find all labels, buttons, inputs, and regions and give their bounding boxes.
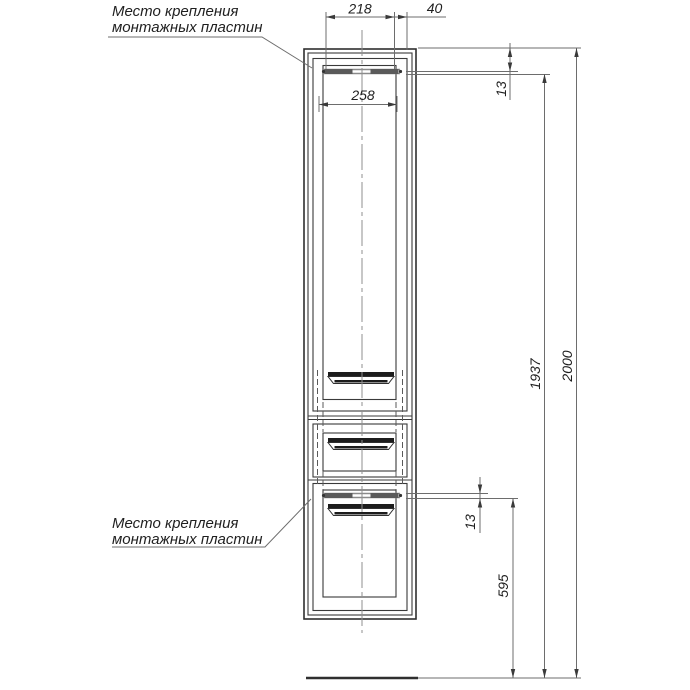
dim-label-2000: 2000 [559, 350, 575, 382]
hidden-lines [318, 370, 403, 490]
handle-top-bar [328, 504, 394, 509]
arrow-218-right [386, 15, 395, 19]
note-bottom-line2: монтажных пластин [112, 531, 263, 548]
arrow-595-up [511, 499, 515, 508]
arrow-2000-down [574, 669, 578, 678]
handle-top-bar [328, 372, 394, 377]
drawer [313, 424, 407, 477]
dimension-inner-width [319, 87, 397, 112]
dimension-bottom-plate-offset [462, 477, 482, 533]
note-mounting-bottom [112, 499, 311, 548]
note-top-line2: монтажных пластин [112, 19, 263, 36]
arrow-13bot-up [478, 499, 482, 508]
top-plate-right [371, 69, 399, 74]
dim-label-40: 40 [426, 0, 443, 16]
bottom-plate-right [371, 493, 399, 498]
top-door-outline [313, 59, 407, 412]
dim-label-13-top: 13 [493, 81, 509, 97]
dimension-bottom-plate-height [495, 499, 515, 679]
drawer-front-outline [313, 424, 407, 477]
note-mounting-top [108, 3, 312, 68]
handle-inner-bar [335, 380, 388, 383]
top-plate-left [325, 69, 353, 74]
top-plate-left-end-dot [322, 70, 325, 73]
arrow-40-right [398, 15, 407, 19]
arrow-218-left [326, 15, 335, 19]
bottom-door [313, 484, 407, 611]
handle-inner-bar [335, 512, 388, 515]
drawer-handle [328, 438, 394, 450]
cabinet-carcass [304, 49, 416, 619]
top-door [313, 59, 407, 412]
bottom-plate-right-end-dot [399, 494, 402, 497]
note-bottom-line1: Место крепления [112, 515, 239, 532]
dim-label-1937: 1937 [527, 358, 543, 390]
dimension-heights [527, 48, 579, 678]
arrow-595-down [511, 669, 515, 678]
dim-label-258: 258 [351, 87, 375, 103]
cabinet-outer-outline [304, 49, 416, 619]
dim-label-595: 595 [495, 574, 511, 598]
top-plate-right-end-dot [399, 70, 402, 73]
bottom-door-outline [313, 484, 407, 611]
arrow-13top-down [508, 63, 512, 72]
dim-label-13-bottom: 13 [462, 514, 478, 530]
handle-top-bar [328, 438, 394, 443]
arrow-2000-up [574, 48, 578, 57]
bottom-door-handle [328, 504, 394, 516]
dim-label-218: 218 [348, 0, 372, 17]
leader-line-top [108, 37, 312, 68]
arrow-13bot-down [478, 485, 482, 494]
note-top-line1: Место крепления [112, 3, 239, 20]
bottom-plate-left [325, 493, 353, 498]
bottom-plate-left-end-dot [322, 494, 325, 497]
top-door-panel [323, 66, 396, 400]
arrow-1937-down [542, 669, 546, 678]
top-door-handle [328, 372, 394, 384]
handle-inner-bar [335, 446, 388, 449]
arrow-1937-up [542, 74, 546, 83]
arrow-13top-up [508, 48, 512, 57]
